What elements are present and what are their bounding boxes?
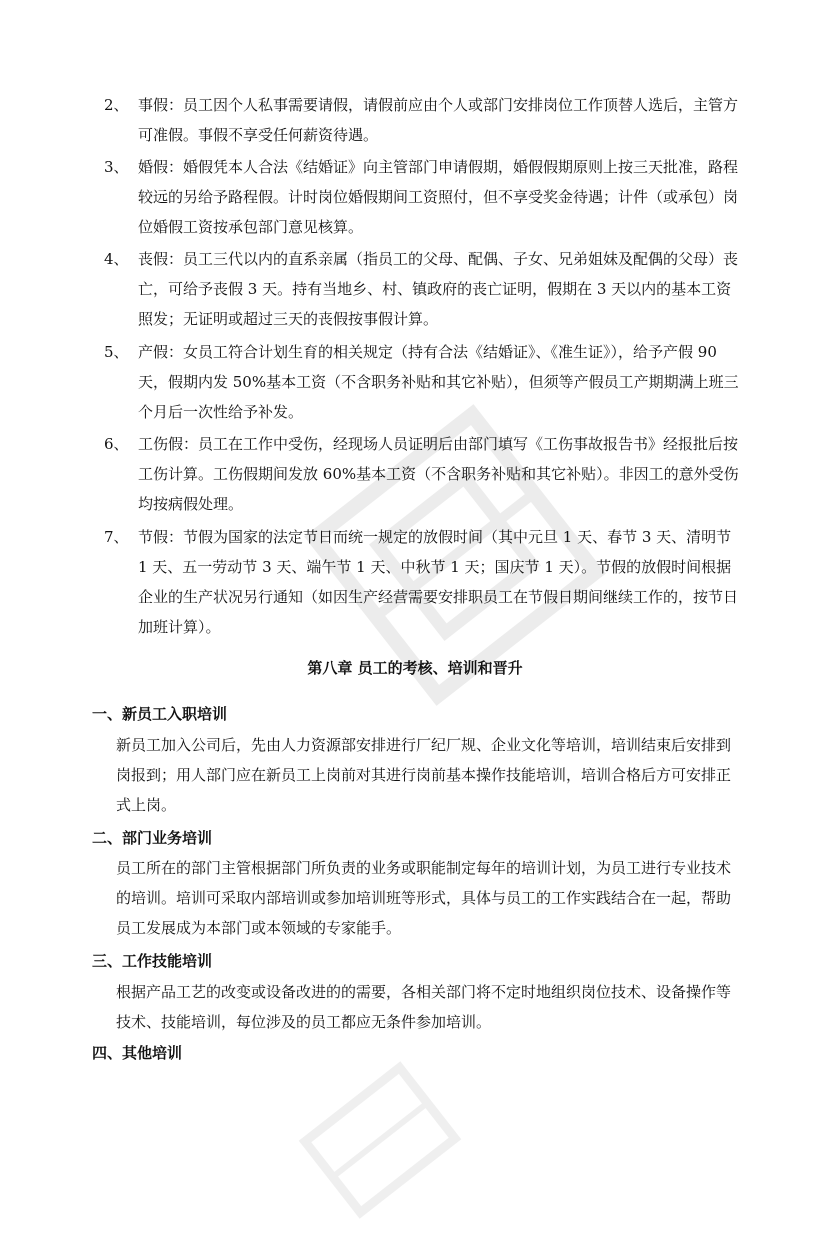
chapter-title: 第八章 员工的考核、培训和晋升 <box>307 659 523 677</box>
leave-item-text: 婚假：婚假凭本人合法《结婚证》向主管部门申请假期，婚假假期原则上按三天批准，路程较远的另给予路程假。计时岗位婚假期间工资照付，但不享受奖金待遇；计件（或承包）岗位婚假工资按承包部门意见核算。 <box>138 158 739 236</box>
leave-item-number: 6、 <box>104 435 129 453</box>
leave-item-number: 7、 <box>104 528 129 546</box>
leave-item-text: 丧假：员工三代以内的直系亲属（指员工的父母、配偶、子女、兄弟姐妹及配偶的父母）丧亡，可给予丧假 3 天。持有当地乡、村、镇政府的丧亡证明，假期在 3 天以内的基本工资照发；无证明或超过三天的丧假按事假计算。 <box>138 250 739 328</box>
leave-item-number: 4、 <box>104 250 129 268</box>
leave-item-text: 工伤假：员工在工作中受伤，经现场人员证明后由部门填写《工伤事故报告书》经报批后按工伤计算。工伤假期间发放 60%基本工资（不含职务补贴和其它补贴）。非因工的意外受伤均按病假处理。 <box>138 435 739 513</box>
leave-item-text: 事假：员工因个人私事需要请假，请假前应由个人或部门安排岗位工作顶替人选后，主管方可准假。事假不享受任何薪资待遇。 <box>138 96 739 144</box>
leave-item-text: 产假：女员工符合计划生育的相关规定（持有合法《结婚证》、《准生证》），给予产假 90 天，假期内发 50%基本工资（不含职务补贴和其它补贴），但须等产假员工产期期满上班三个月后一次性给予补发。 <box>138 343 739 421</box>
section-heading: 三、工作技能培训 <box>92 952 213 970</box>
section-heading: 四、其他培训 <box>92 1044 183 1062</box>
leave-item-number: 2、 <box>104 96 129 114</box>
section-heading: 一、新员工入职培训 <box>92 705 228 723</box>
section-body: 新员工加入公司后，先由人力资源部安排进行厂纪厂规、企业文化等培训，培训结束后安排到岗报到；用人部门应在新员工上岗前对其进行岗前基本操作技能培训，培训合格后方可安排正式上岗。 <box>116 736 732 814</box>
leave-item-number: 5、 <box>104 343 129 361</box>
leave-item-text: 节假：节假为国家的法定节日而统一规定的放假时间（其中元旦 1 天、春节 3 天、清明节 1 天、五一劳动节 3 天、端午节 1 天、中秋节 1 天；国庆节 1 天）。节假的放假时间根据企业的生产状况另行通知（如因生产经营需要安排职员工在节假日期间继续工作的，按节日加班计算）。 <box>138 528 739 636</box>
section-heading: 二、部门业务培训 <box>92 829 213 847</box>
section-body: 员工所在的部门主管根据部门所负责的业务或职能制定每年的培训计划，为员工进行专业技术的培训。培训可采取内部培训或参加培训班等形式，具体与员工的工作实践结合在一起，帮助员工发展成为本部门或本领域的专家能手。 <box>116 859 732 937</box>
watermark-logo-bottom <box>280 1043 480 1236</box>
section-body: 根据产品工艺的改变或设备改进的的需要，各相关部门将不定时地组织岗位技术、设备操作等技术、技能培训，每位涉及的员工都应无条件参加培训。 <box>116 983 732 1031</box>
leave-item-number: 3、 <box>104 158 129 176</box>
